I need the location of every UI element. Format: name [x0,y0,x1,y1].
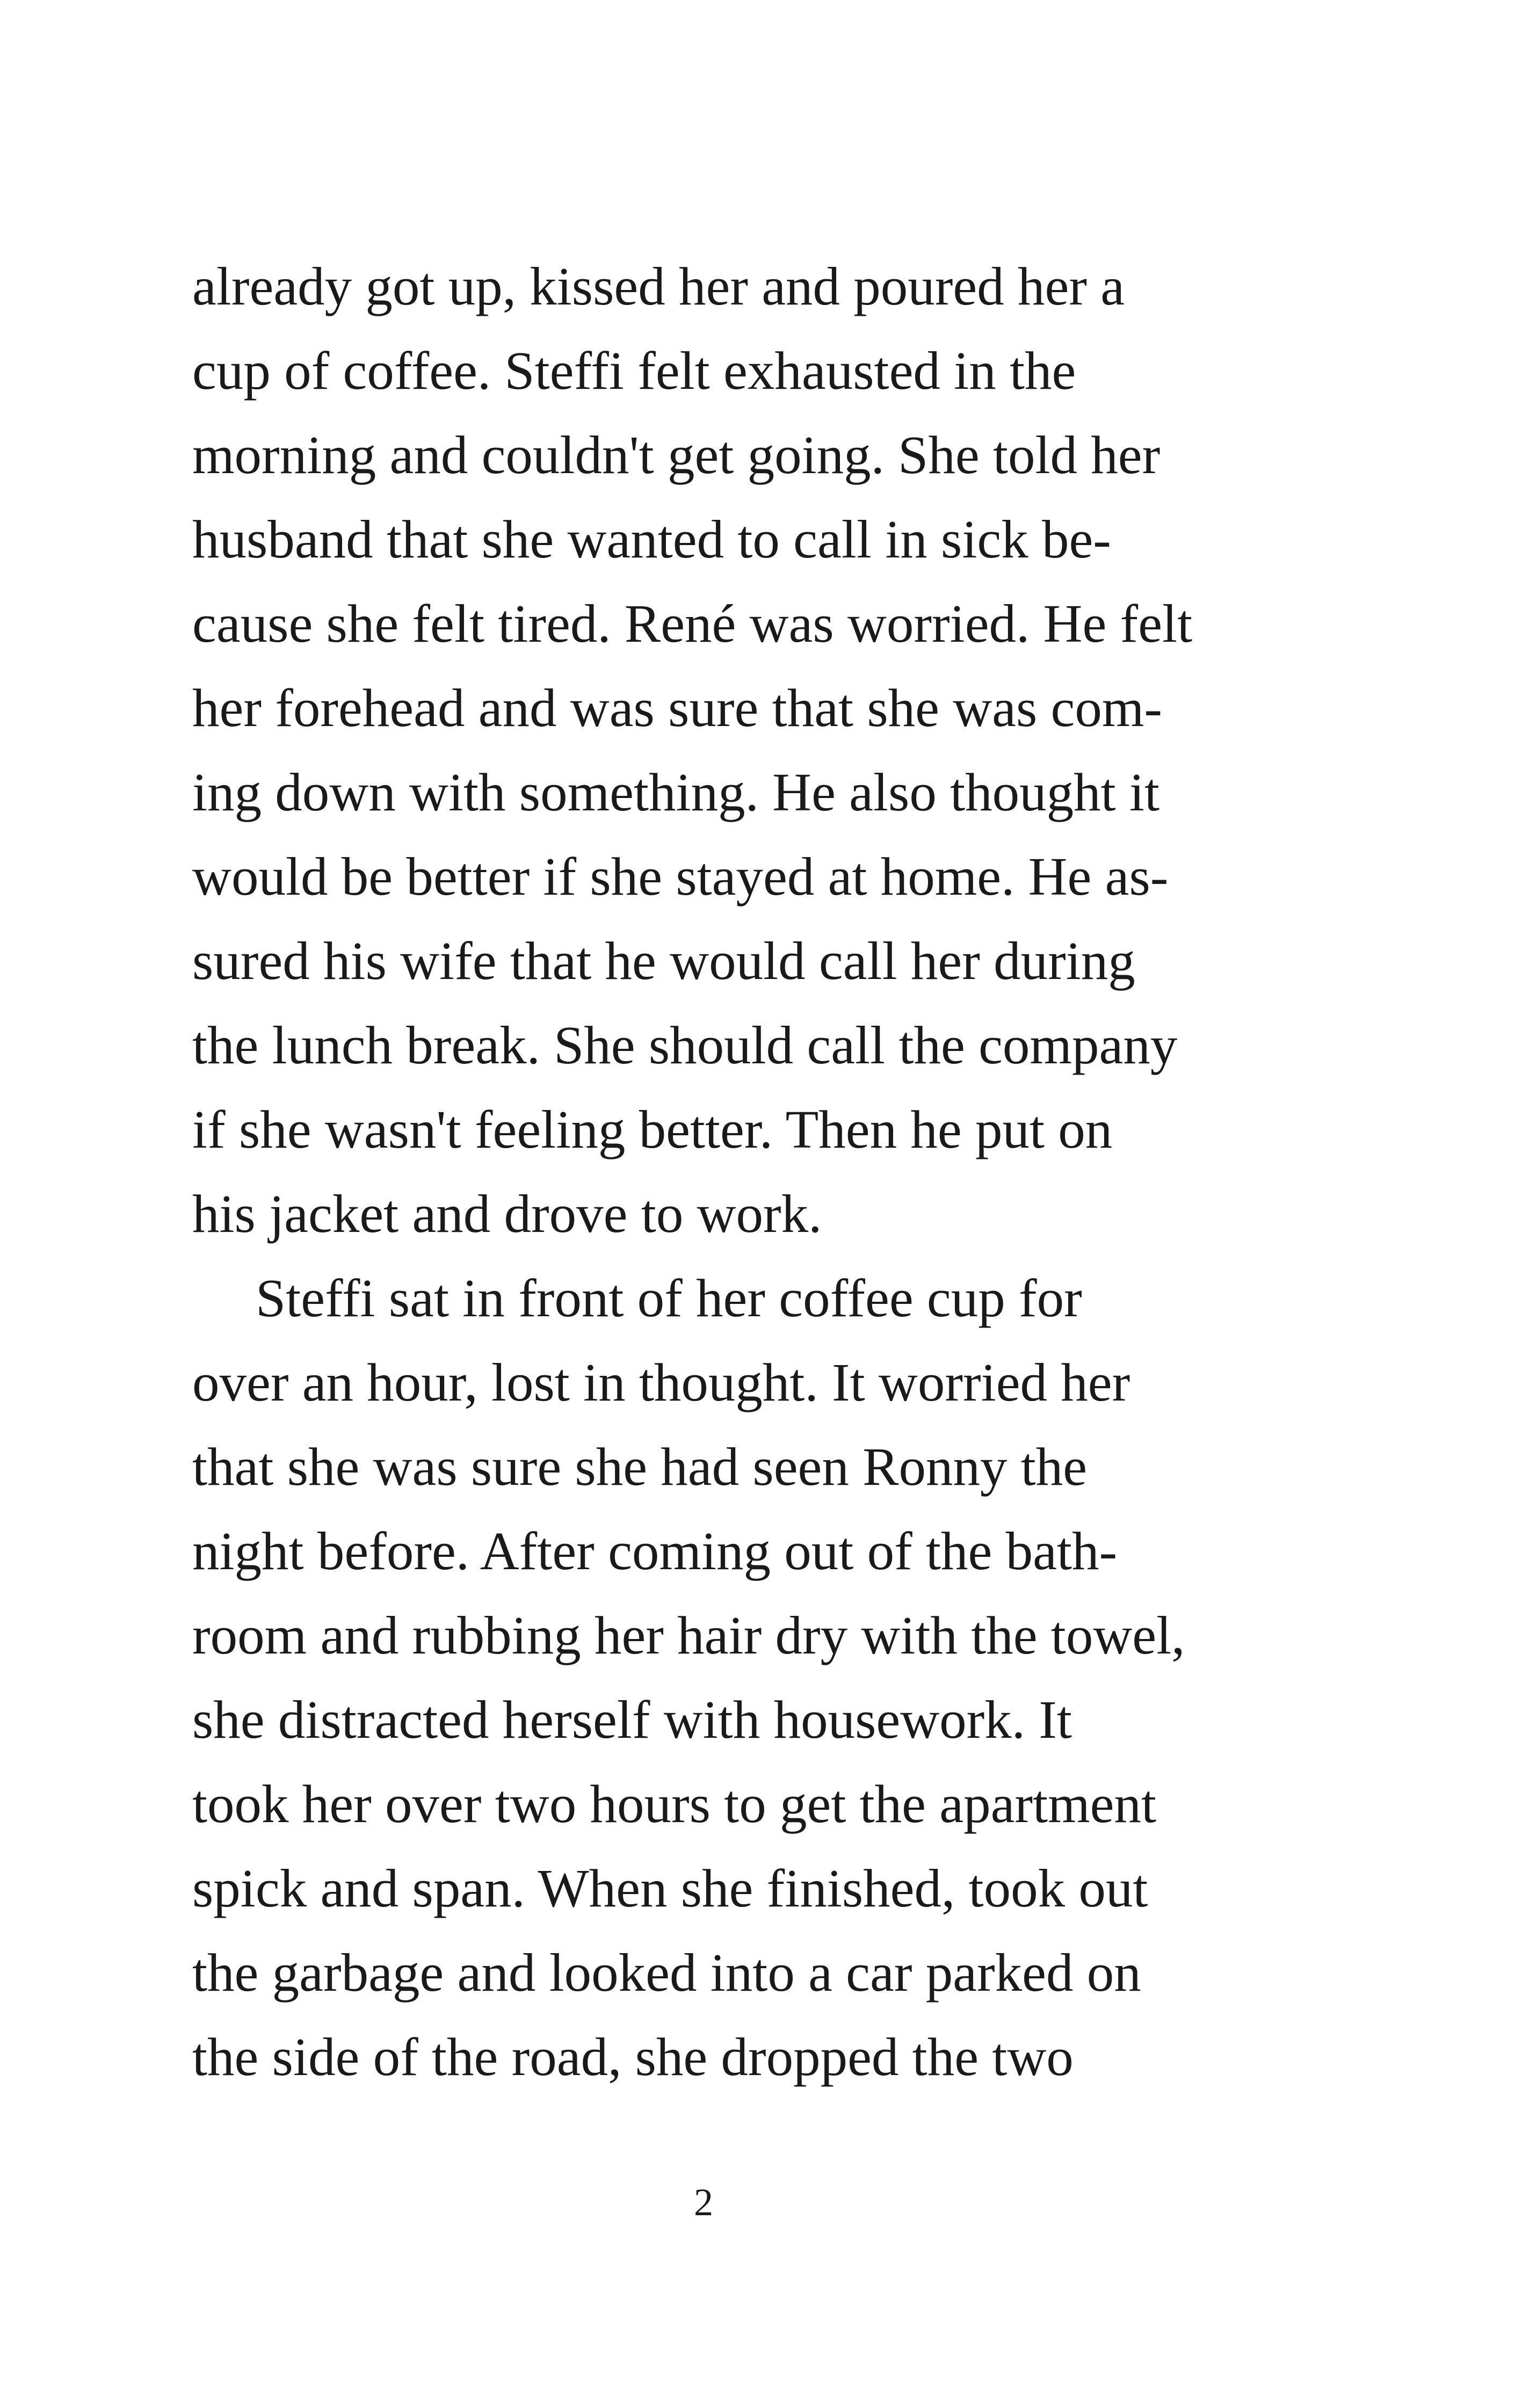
text-line: the side of the road, she dropped the two [192,2027,1074,2087]
text-line: sured his wife that he would call her during [192,931,1135,991]
text-line: cup of coffee. Steffi felt exhausted in the [192,340,1076,401]
text-line: over an hour, lost in thought. It worried her [192,1352,1130,1412]
text-line: took her over two hours to get the apartment [192,1774,1157,1834]
text-line: her forehead and was sure that she was com- [192,678,1163,738]
text-line: room and rubbing her hair dry with the towel, [192,1605,1185,1665]
text-line: would be better if she stayed at home. He as- [192,846,1169,906]
text-line: husband that she wanted to call in sick be- [192,509,1111,569]
text-line: morning and couldn't get going. She told her [192,425,1161,485]
text-line: she distracted herself with housework. It [192,1689,1072,1750]
text-line: ing down with something. He also thought it [192,762,1160,822]
text-line: the lunch break. She should call the company [192,1015,1178,1075]
body-text [192,244,1266,2099]
text-line: if she wasn't feeling better. Then he put on [192,1099,1113,1159]
text-line: his jacket and drove to work. [192,1184,822,1244]
text-line: night before. After coming out of the bath- [192,1521,1118,1581]
paragraph-first-line: Steffi sat in front of her coffee cup for [256,1268,1082,1328]
text-line: already got up, kissed her and poured her a [192,256,1125,316]
text-line: spick and span. When she finished, took out [192,1858,1148,1918]
text-line: cause she felt tired. René was worried. He felt [192,593,1193,654]
page-number: 2 [694,2181,713,2224]
text-line: the garbage and looked into a car parked on [192,1942,1141,2003]
text-line: that she was sure she had seen Ronny the [192,1437,1088,1497]
